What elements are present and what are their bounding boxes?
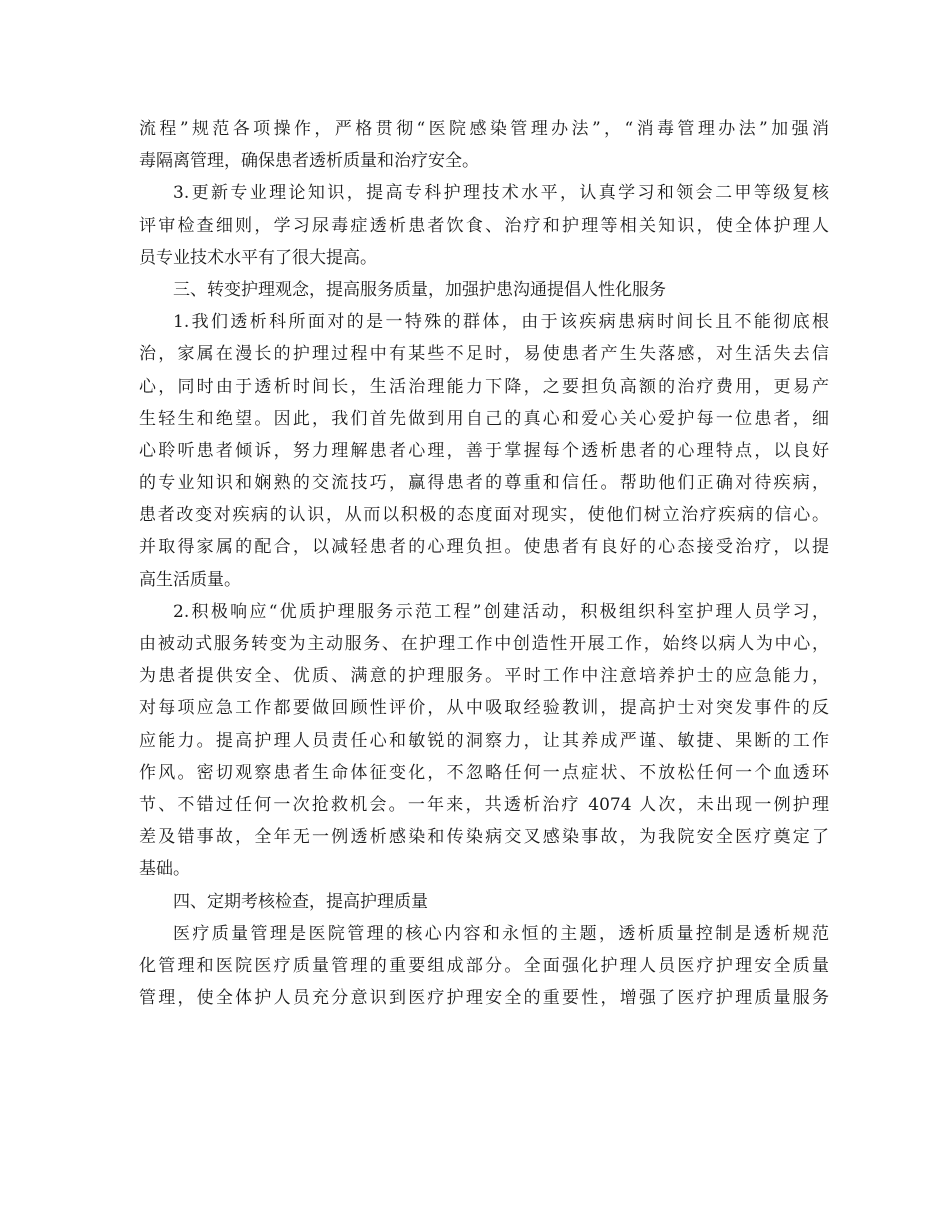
text-line: 3.更新专业理论知识，提高专科护理技术水平，认真学习和领会二甲等级复核 — [173, 183, 829, 204]
paragraph-section-3-item-2 — [139, 596, 829, 886]
text-line: 化管理和医院医疗质量管理的重要组成部分。全面强化护理人员医疗护理安全质量 — [139, 955, 829, 976]
text-line: 高生活质量。 — [139, 569, 241, 590]
text-line: 员专业技术水平有了很大提高。 — [139, 247, 377, 268]
text-line: 对每项应急工作都要做回顾性评价，从中吸取经验教训，提高护士对突发事件的反 — [139, 698, 829, 719]
text-line: 应能力。提高护理人员责任心和敏锐的洞察力，让其养成严谨、敏捷、果断的工作 — [139, 730, 829, 751]
section-3-heading — [139, 274, 829, 306]
text-line: 心，同时由于透析时间长，生活治理能力下降，之要担负高额的治疗费用，更易产 — [139, 376, 829, 397]
text-line: 心聆听患者倾诉，努力理解患者心理，善于掌握每个透析患者的心理特点，以良好 — [139, 440, 829, 461]
text-line: 治，家属在漫长的护理过程中有某些不足时，易使患者产生失落感，对生活失去信 — [139, 344, 829, 365]
section-4-heading — [139, 886, 829, 918]
text-line: 2.积极响应“优质护理服务示范工程”创建活动，积极组织科室护理人员学习， — [173, 601, 829, 622]
text-line: 医疗质量管理是医院管理的核心内容和永恒的主题，透析质量控制是透析规范 — [173, 923, 829, 944]
text-line: 节、不错过任何一次抢救机会。一年来，共透析治疗 4074 人次，未出现一例护理 — [139, 794, 829, 815]
text-line: 流程”规范各项操作，严格贯彻“医院感染管理办法”，“消毒管理办法”加强消 — [139, 119, 830, 139]
text-line: 管理，使全体护人员充分意识到医疗护理安全的重要性，增强了医疗护理质量服务 — [139, 988, 829, 1009]
text-line: 由被动式服务转变为主动服务、在护理工作中创造性开展工作，始终以病人为中心， — [139, 634, 829, 654]
text-line: 四、定期考核检查，提高护理质量 — [173, 891, 428, 912]
text-line: 为患者提供安全、优质、满意的护理服务。平时工作中注意培养护士的应急能力， — [139, 666, 829, 687]
text-line: 毒隔离管理，确保患者透析质量和治疗安全。 — [139, 151, 479, 172]
text-line: 评审检查细则，学习尿毒症透析患者饮食、治疗和护理等相关知识，使全体护理人 — [139, 215, 829, 236]
document-body — [139, 113, 829, 1014]
text-line: 差及错事故，全年无一例透析感染和传染病交叉感染事故，为我院安全医疗奠定了 — [139, 827, 829, 848]
text-line: 的专业知识和娴熟的交流技巧，赢得患者的尊重和信任。帮助他们正确对待疾病， — [139, 473, 829, 494]
paragraph-section-4-body — [139, 918, 829, 1015]
text-line: 患者改变对疾病的认识，从而以积极的态度面对现实，使他们树立治疗疾病的信心。 — [139, 505, 829, 526]
paragraph-continued-procedures — [139, 113, 829, 177]
paragraph-section-3-item-1 — [139, 306, 829, 596]
text-line: 作风。密切观察患者生命体征变化，不忽略任何一点症状、不放松任何一个血透环 — [139, 762, 829, 783]
paragraph-item-3 — [139, 177, 829, 274]
text-line: 并取得家属的配合，以减轻患者的心理负担。使患者有良好的心态接受治疗，以提 — [139, 537, 829, 558]
text-line: 1.我们透析科所面对的是一特殊的群体，由于该疾病患病时间长且不能彻底根 — [173, 312, 829, 333]
text-line: 基础。 — [139, 859, 190, 880]
text-line: 三、转变护理观念，提高服务质量，加强护患沟通提倡人性化服务 — [173, 279, 666, 300]
text-line: 生轻生和绝望。因此，我们首先做到用自己的真心和爱心关心爱护每一位患者，细 — [139, 408, 829, 429]
